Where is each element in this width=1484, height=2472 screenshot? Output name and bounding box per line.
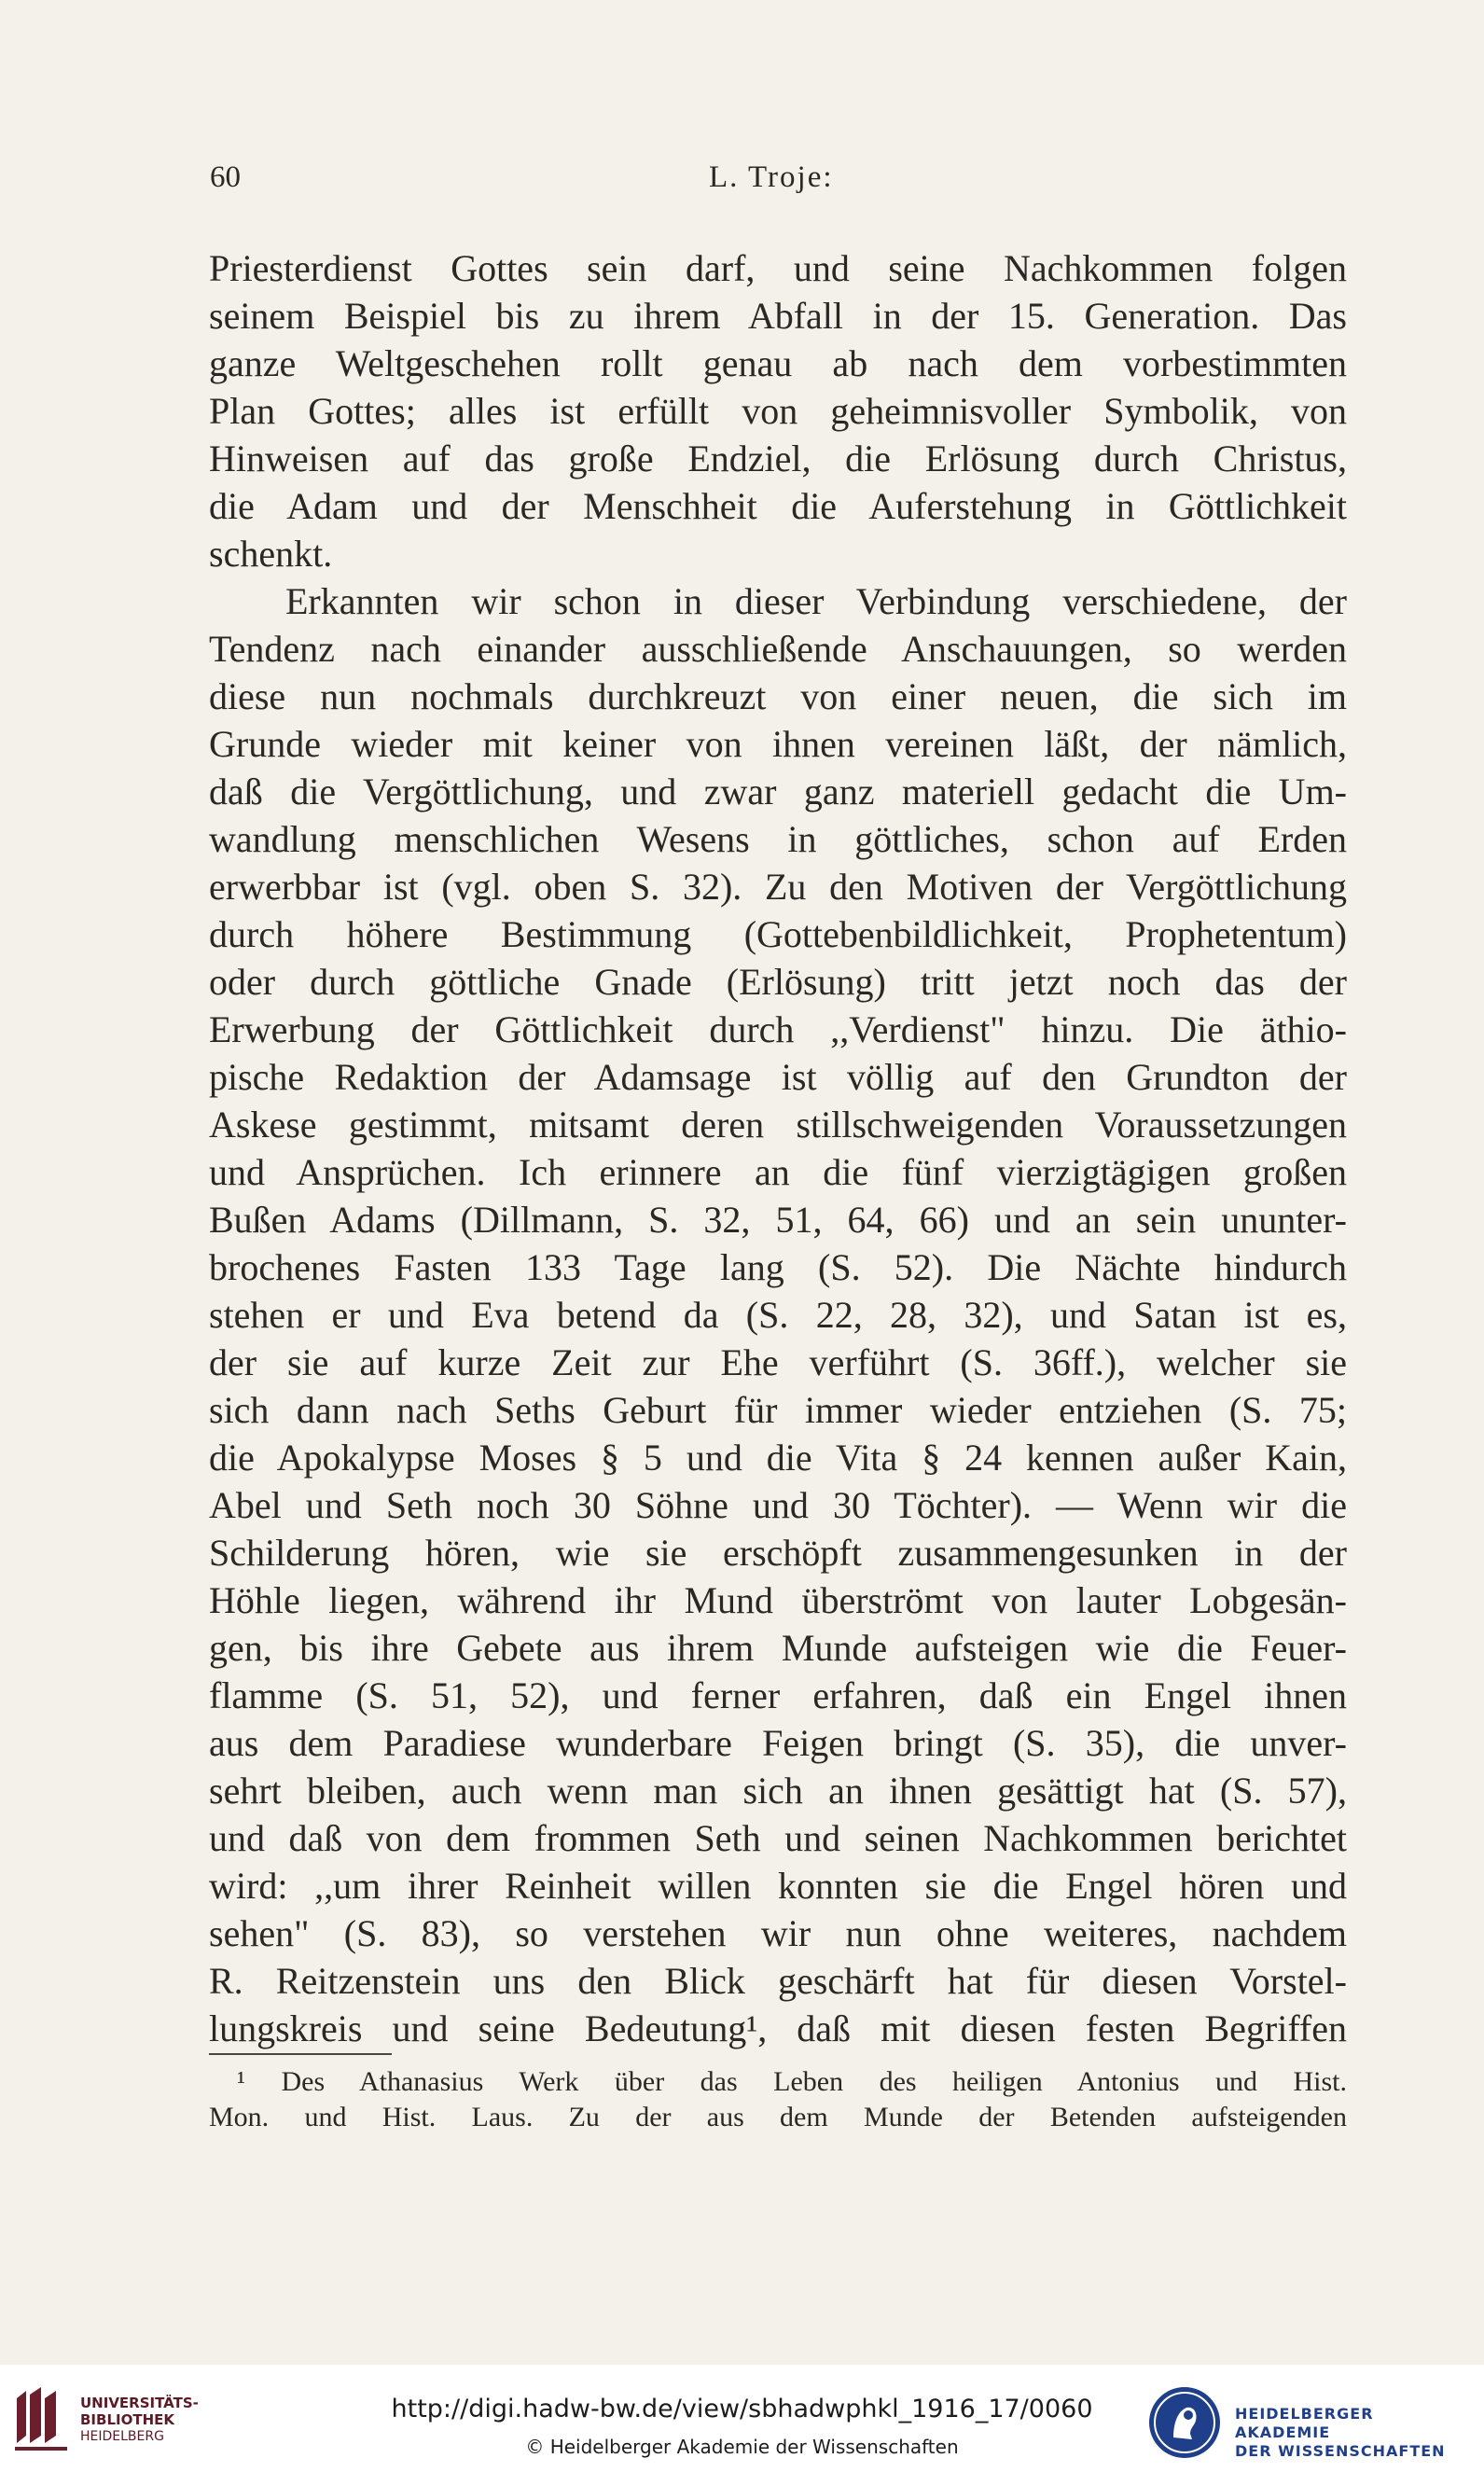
footnote-line: Mon. und Hist. Laus. Zu der aus dem Munde der Betenden aufsteigenden [209,2102,1347,2132]
running-head: L. Troje: [709,160,834,194]
academy-logo[interactable] [1145,2383,1463,2458]
text-line: oder durch göttliche Gnade (Erlösung) tritt jetzt noch das der [209,961,1347,1003]
text-line: die Apokalypse Moses § 5 und die Vita § 24 kennen außer Kain, [209,1437,1347,1479]
footnote-divider [209,2053,392,2055]
text-line: Höhle liegen, während ihr Mund überströmt von lauter Lobgesän- [209,1579,1347,1621]
text-line: Priesterdienst Gottes sein darf, und seine Nachkommen folgen [209,247,1347,289]
academy-name-line: HEIDELBERGER AKADEMIE [1235,2405,1374,2441]
text-line: flamme (S. 51, 52), und ferner erfahren, daß ein Engel ihnen [209,1674,1347,1716]
text-line: und Ansprüchen. Ich erinnere an die fünf vierzigtägigen großen [209,1151,1347,1193]
text-line: Tendenz nach einander ausschließende Anschauungen, so werden [209,628,1347,670]
library-name-line: UNIVERSITÄTS- [80,2395,199,2411]
text-line: gen, bis ihre Gebete aus ihrem Munde aufsteigen wie die Feuer- [209,1627,1347,1669]
library-name-line: HEIDELBERG [80,2429,164,2444]
text-line: durch höhere Bestimmung (Gottebenbildlichkeit, Prophetentum) [209,913,1347,955]
text-line: Hinweisen auf das große Endziel, die Erlösung durch Christus, [209,437,1347,479]
viewer-footer [0,2365,1484,2472]
text-line: pische Redaktion der Adamsage ist völlig auf den Grundton der [209,1056,1347,1098]
academy-name-line: DER WISSENSCHAFTEN [1235,2442,1446,2460]
text-line: aus dem Paradiese wunderbare Feigen bringt (S. 35), die unver- [209,1722,1347,1764]
text-line: Plan Gottes; alles ist erfüllt von geheimnisvoller Symbolik, von [209,390,1347,432]
text-line: diese nun nochmals durchkreuzt von einer neuen, die sich im [209,675,1347,717]
text-line: ganze Weltgeschehen rollt genau ab nach dem vorbestimmten [209,342,1347,384]
text-line: Erwerbung der Göttlichkeit durch ,,Verdienst" hinzu. Die äthio- [209,1008,1347,1050]
text-line: Schilderung hören, wie sie erschöpft zusammengesunken in der [209,1532,1347,1574]
text-line: brochenes Fasten 133 Tage lang (S. 52). Die Nächte hindurch [209,1246,1347,1288]
text-line: Bußen Adams (Dillmann, S. 32, 51, 64, 66) und an sein ununter- [209,1199,1347,1241]
footnote-line: ¹ Des Athanasius Werk über das Leben des heiligen Antonius und Hist. [237,2066,1347,2097]
text-line: stehen er und Eva betend da (S. 22, 28, 32), und Satan ist es, [209,1294,1347,1336]
text-line: wird: ,,um ihrer Reinheit willen konnten sie die Engel hören und [209,1865,1347,1907]
text-line: seinem Beispiel bis zu ihrem Abfall in der 15. Generation. Das [209,295,1347,337]
text-line: erwerbbar ist (vgl. oben S. 32). Zu den Motiven der Vergöttlichung [209,866,1347,908]
text-line: sehen" (S. 83), so verstehen wir nun ohne weiteres, nachdem [209,1912,1347,1954]
page-number: 60 [210,160,241,194]
text-line: R. Reitzenstein uns den Blick geschärft hat für diesen Vorstel- [209,1960,1347,2002]
text-line: sehrt bleiben, auch wenn man sich an ihnen gesättigt hat (S. 57), [209,1770,1347,1812]
copyright-notice: © Heidelberger Akademie der Wissenschaften [525,2436,959,2458]
text-line: der sie auf kurze Zeit zur Ehe verführt (S. 36ff.), welcher sie [209,1341,1347,1383]
text-line: daß die Vergöttlichung, und zwar ganz materiell gedacht die Um- [209,771,1347,812]
text-line: Grunde wieder mit keiner von ihnen vereinen läßt, der nämlich, [209,723,1347,765]
page-header [210,160,1343,201]
text-line: und daß von dem frommen Seth und seinen Nachkommen berichtet [209,1817,1347,1859]
text-line: Erkannten wir schon in dieser Verbindung verschiedene, der [285,580,1347,622]
body-text [209,244,1347,2052]
academy-seal-icon [1145,2383,1224,2462]
text-line: schenkt. [209,533,333,575]
text-line: wandlung menschlichen Wesens in göttliches, schon auf Erden [209,818,1347,860]
permalink-url[interactable]: http://digi.hadw-bw.de/view/sbhadwphkl_1916_17/0060 [391,2395,1093,2423]
text-line: die Adam und der Menschheit die Auferstehung in Göttlichkeit [209,485,1347,527]
text-line: lungskreis und seine Bedeutung¹, daß mit diesen festen Begriffen [209,2007,1347,2049]
text-line: Askese gestimmt, mitsamt deren stillschweigenden Voraussetzungen [209,1104,1347,1146]
text-line: sich dann nach Seths Geburt für immer wieder entziehen (S. 75; [209,1389,1347,1431]
footnote [209,2064,1347,2135]
text-line: Abel und Seth noch 30 Söhne und 30 Töchter). — Wenn wir die [209,1484,1347,1526]
library-name-line: BIBLIOTHEK [80,2411,174,2428]
